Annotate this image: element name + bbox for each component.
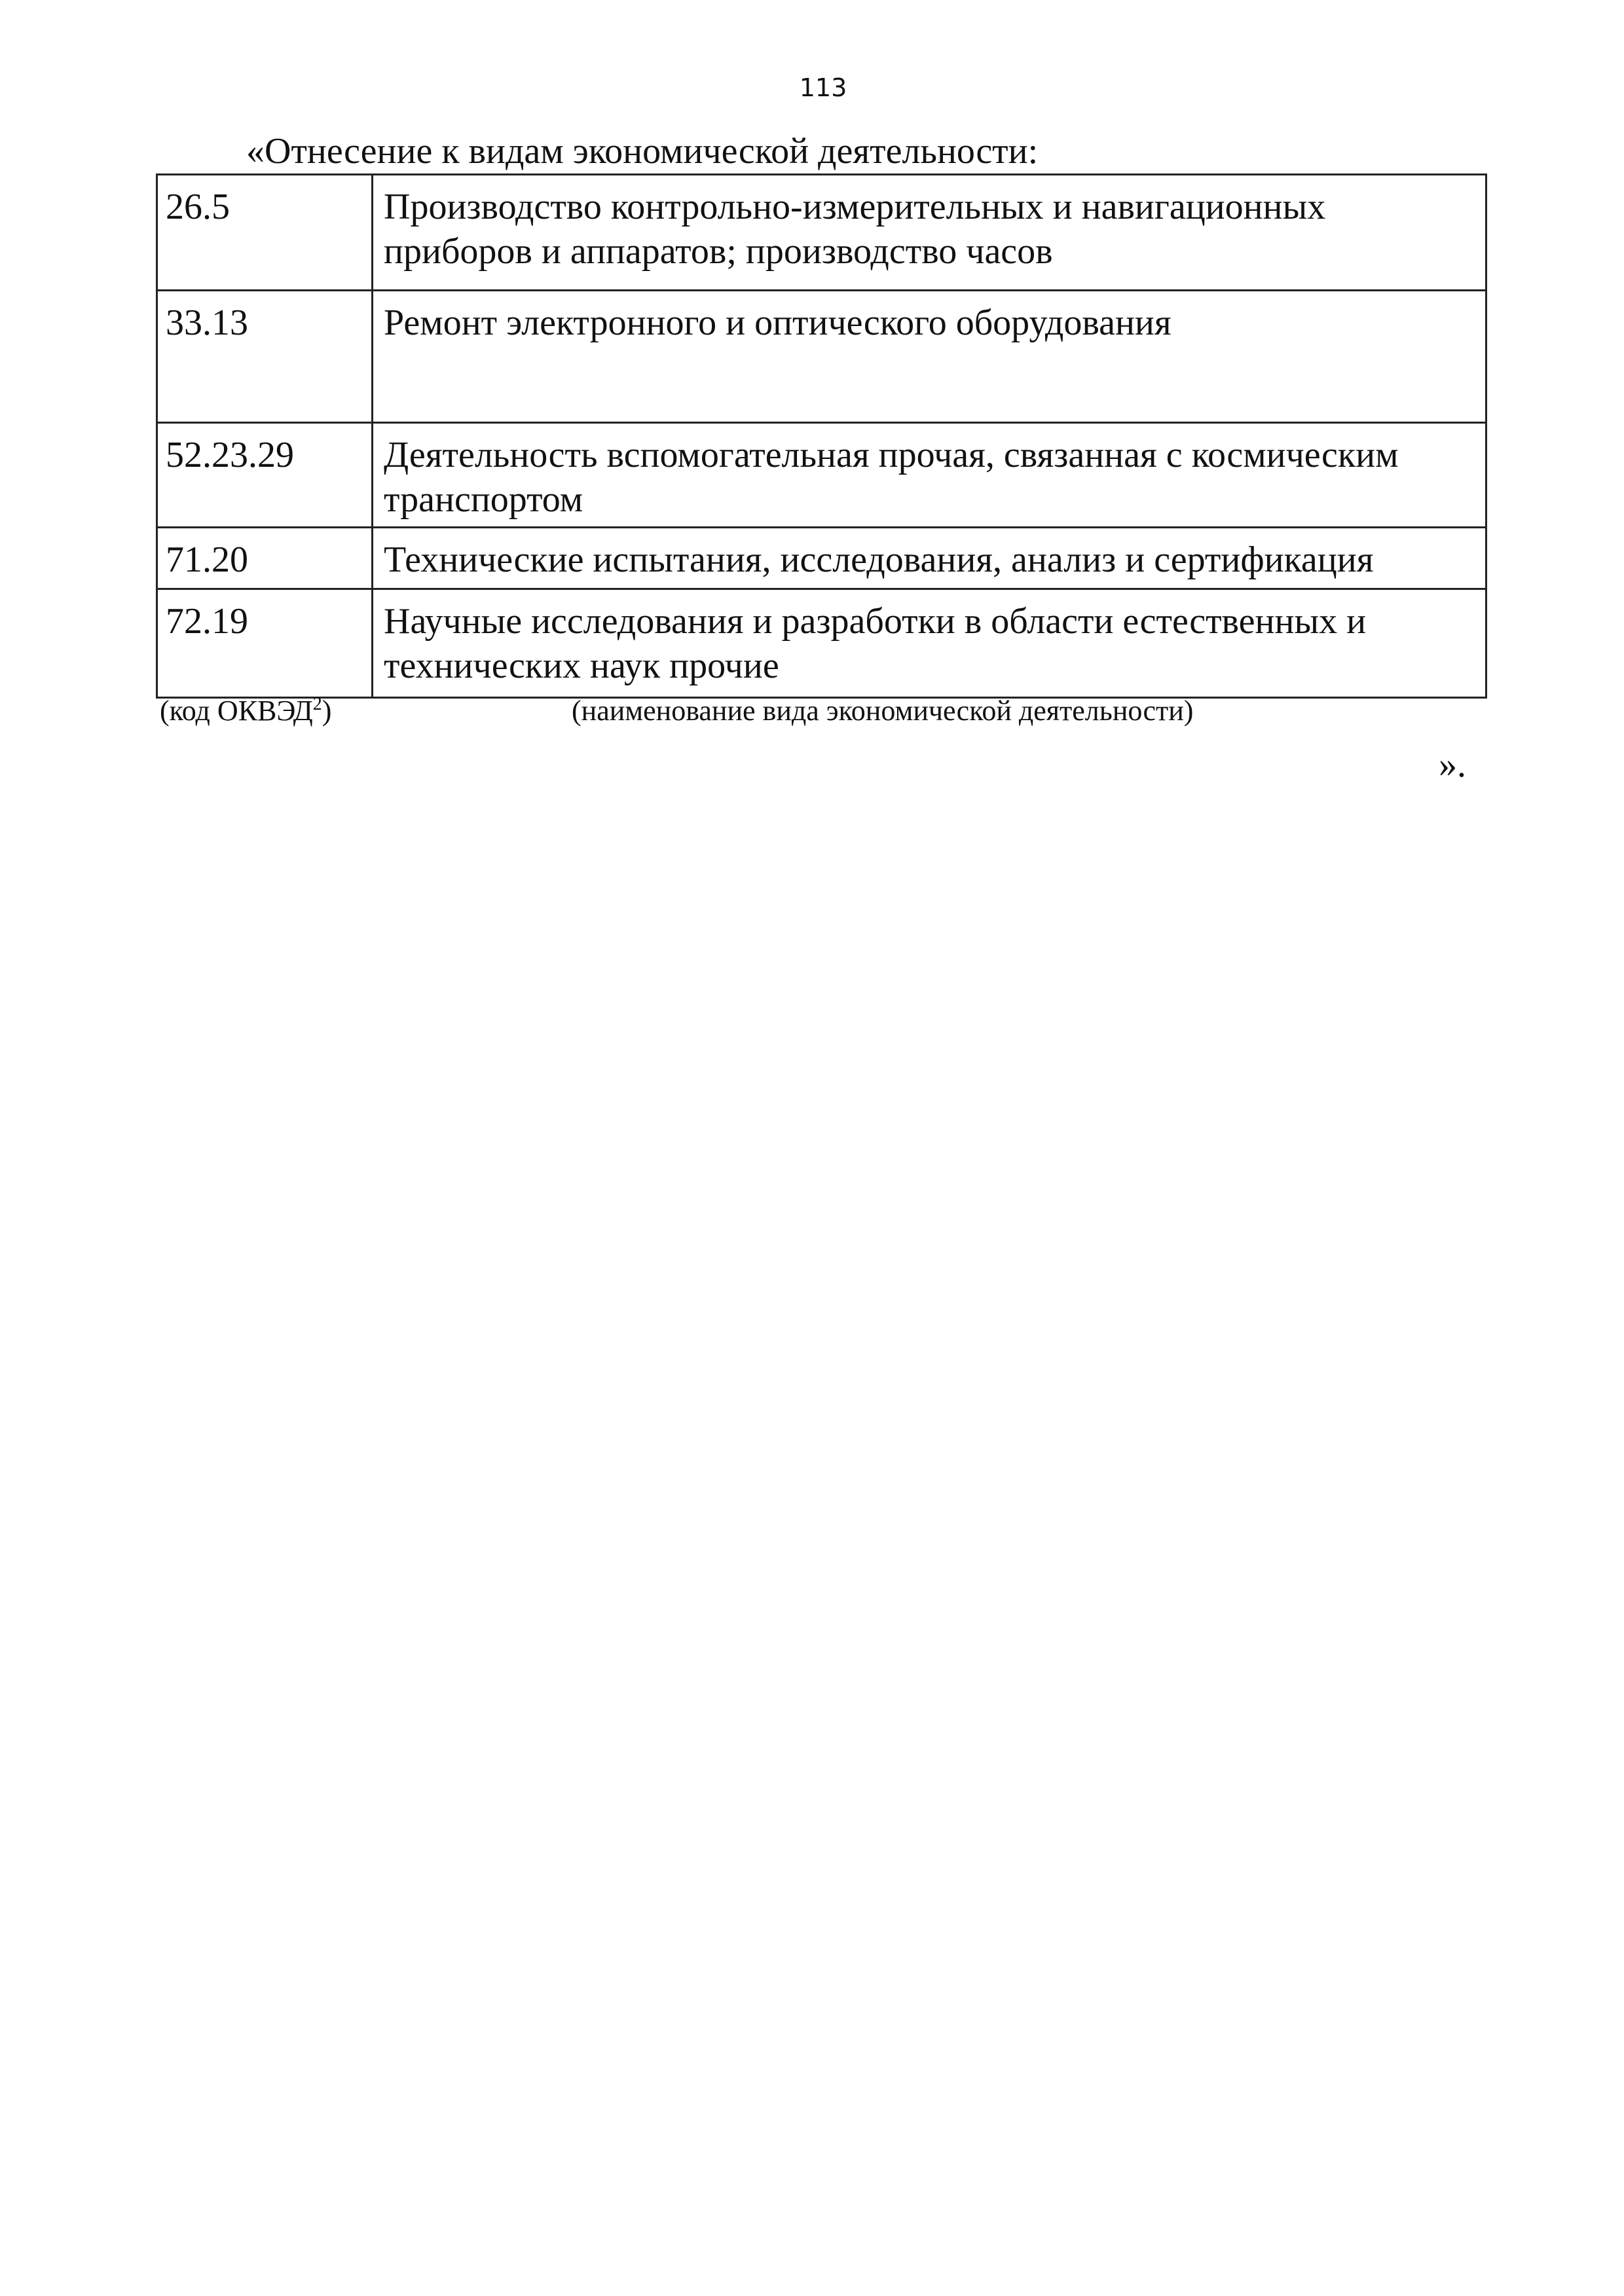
section-heading: «Отнесение к видам экономической деятельности: xyxy=(246,131,1039,172)
okved-code-caption-close: ) xyxy=(322,695,332,727)
okved-code-cell: 72.19 xyxy=(157,589,373,698)
table-row xyxy=(157,175,1486,291)
activity-name-cell: Ремонт электронного и оптического оборудования xyxy=(373,291,1486,423)
okved-code-caption-text: (код ОКВЭД xyxy=(160,695,313,727)
okved-table xyxy=(156,173,1487,699)
activity-name-cell: Производство контрольно-измерительных и навигационных приборов и аппаратов; производство часов xyxy=(373,175,1486,291)
table-row xyxy=(157,528,1486,589)
page-number: 113 xyxy=(799,73,847,102)
table-row xyxy=(157,291,1486,423)
activity-name-cell: Технические испытания, исследования, анализ и сертификация xyxy=(373,528,1486,589)
closing-quote-mark: ». xyxy=(1439,744,1466,785)
activity-name-cell: Научные исследования и разработки в области естественных и технических наук прочие xyxy=(373,589,1486,698)
okved-code-cell: 71.20 xyxy=(157,528,373,589)
footnote-marker: 2 xyxy=(312,694,322,714)
table-row xyxy=(157,589,1486,698)
okved-code-caption xyxy=(160,693,331,729)
okved-code-cell: 26.5 xyxy=(157,175,373,291)
activity-name-cell: Деятельность вспомогательная прочая, связанная с космическим транспортом xyxy=(373,423,1486,528)
activity-name-caption: (наименование вида экономической деятельности) xyxy=(572,695,1194,727)
okved-code-cell: 33.13 xyxy=(157,291,373,423)
table-row xyxy=(157,423,1486,528)
okved-code-cell: 52.23.29 xyxy=(157,423,373,528)
